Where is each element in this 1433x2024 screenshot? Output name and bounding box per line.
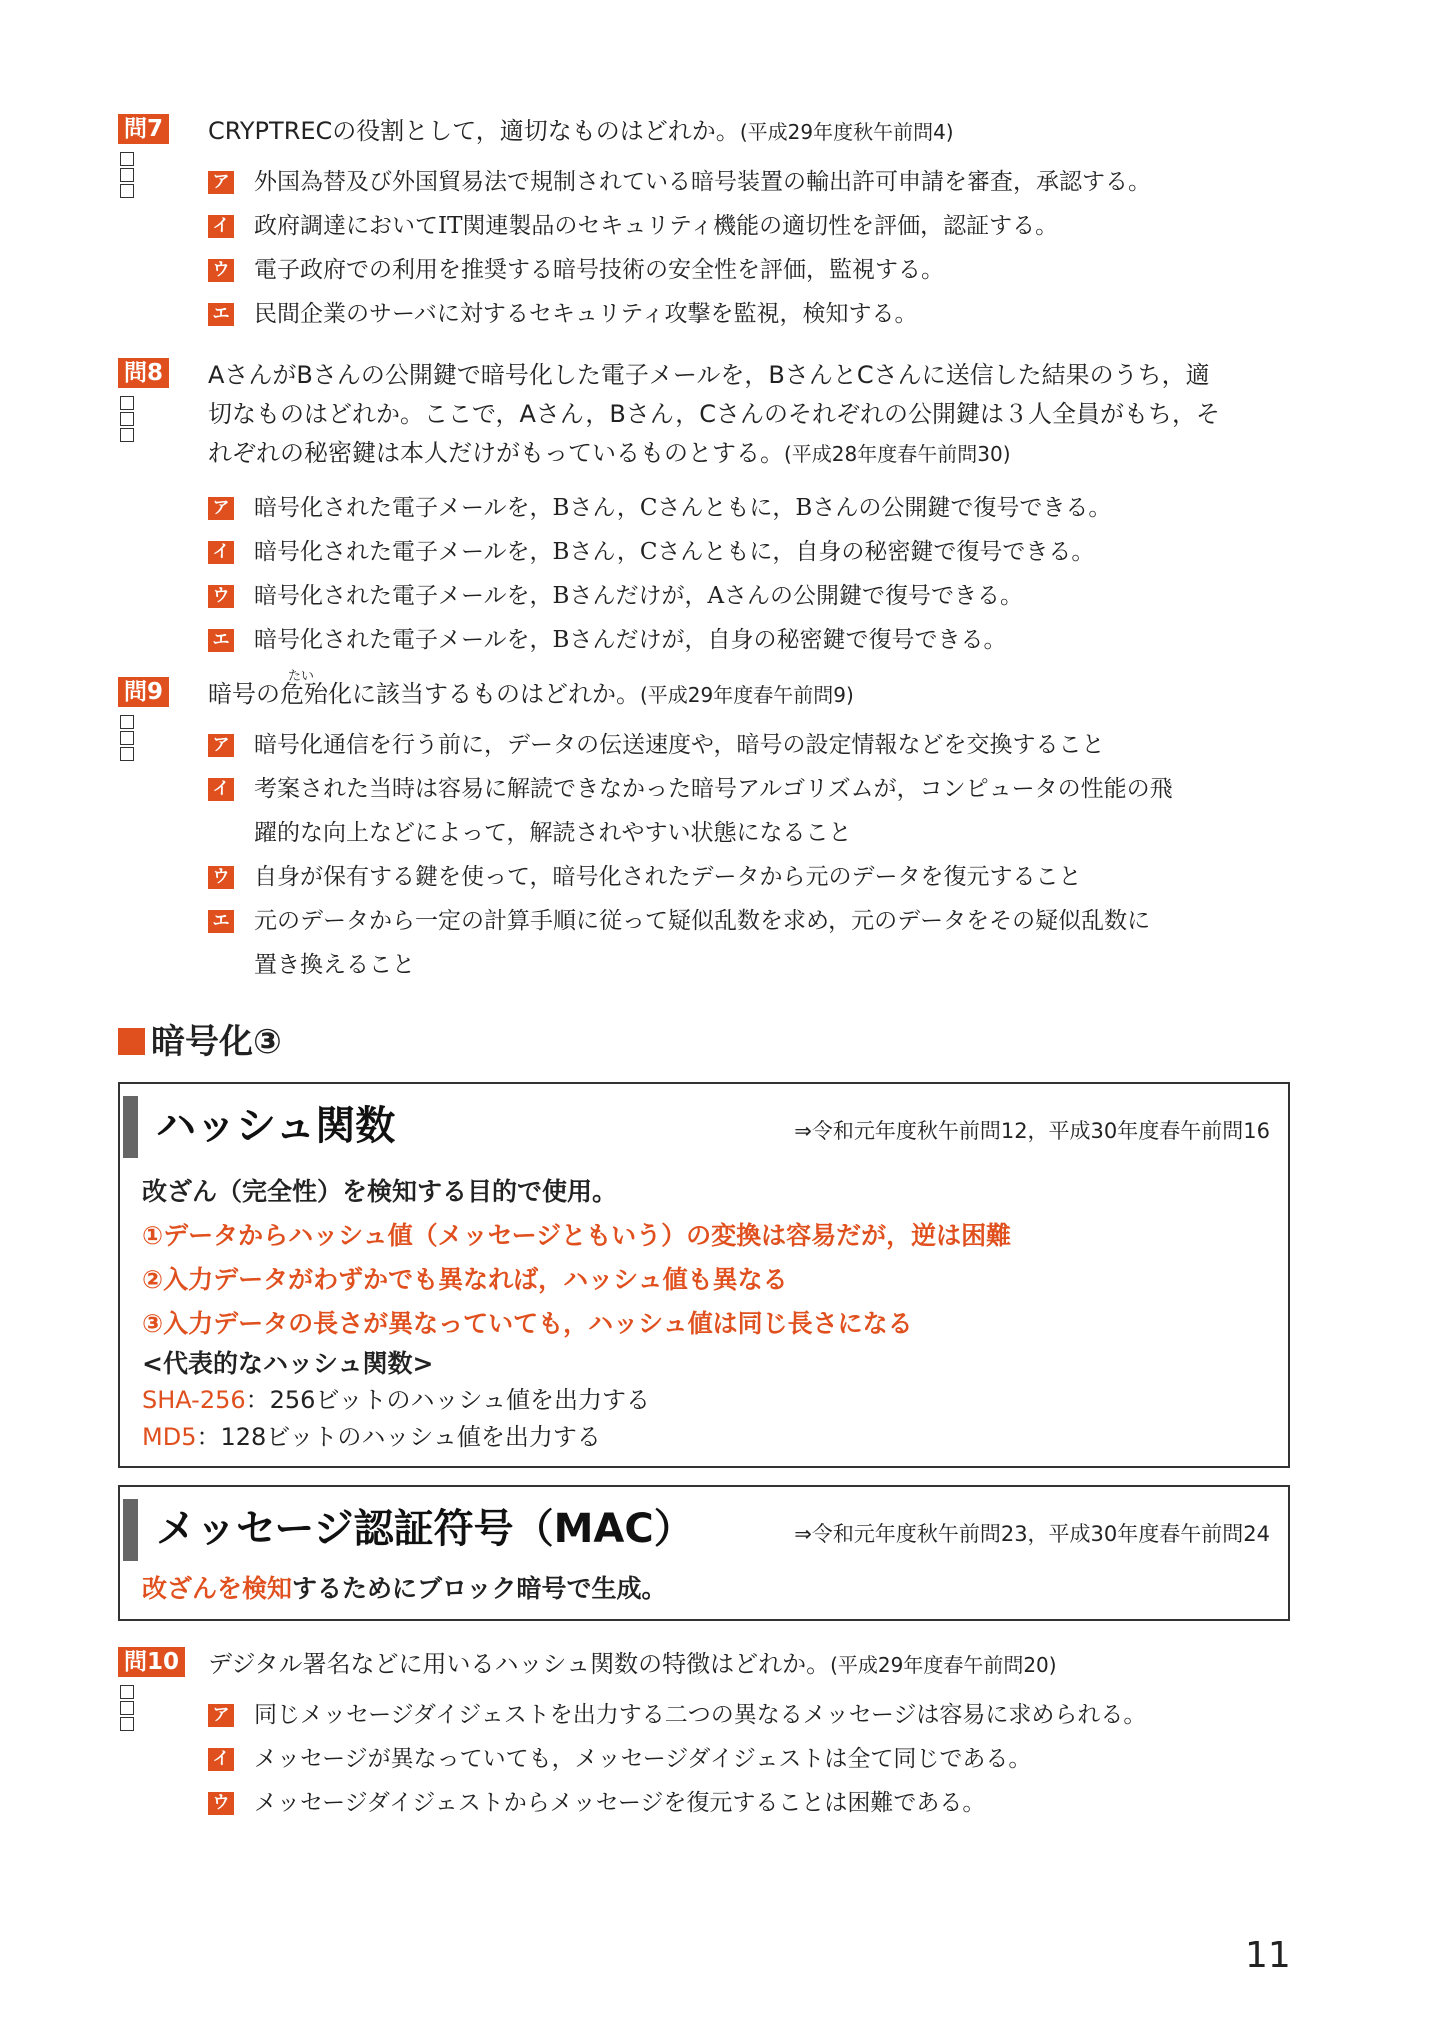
checkbox[interactable] xyxy=(120,1717,134,1731)
choice-item[interactable] xyxy=(208,486,1298,530)
checkbox[interactable] xyxy=(120,731,134,745)
question-text xyxy=(208,356,1298,474)
choice-item[interactable] xyxy=(208,160,1298,204)
choice-item[interactable] xyxy=(208,248,1298,292)
choice-text: 暗号化通信を行う前に，データの伝送速度や，暗号の設定情報などを交換すること xyxy=(254,732,1105,758)
choice-text: 自身が保有する鍵を使って，暗号化されたデータから元のデータを復元すること xyxy=(254,864,1082,890)
question-line: 切なものはどれか。ここで，Aさん，Bさん，Cさんのそれぞれの公開鍵は３人全員がもち，そ xyxy=(208,400,1221,428)
box-body xyxy=(142,1567,667,1611)
checkbox[interactable] xyxy=(120,1685,134,1699)
choice-item[interactable] xyxy=(208,1693,1298,1737)
hash-name: MD5 xyxy=(142,1423,197,1451)
box-reference: ⇒令和元年度秋午前問23，平成30年度春午前問24 xyxy=(794,1522,1270,1546)
question-badge: 問10 xyxy=(118,1647,185,1677)
choice-list xyxy=(208,1693,1298,1825)
point-item: ①データからハッシュ値（メッセージともいう）の変換は容易だが，逆は困難 xyxy=(142,1221,1012,1250)
choice-mark: エ xyxy=(208,910,234,933)
choice-text: 考案された当時は容易に解読できなかった暗号アルゴリズムが，コンピュータの性能の飛 xyxy=(254,776,1173,802)
choice-text: メッセージダイジェストからメッセージを復元することは困難である。 xyxy=(254,1790,986,1816)
point-item: ②入力データがわずかでも異なれば，ハッシュ値も異なる xyxy=(142,1265,788,1294)
choice-item[interactable] xyxy=(208,767,1298,855)
choice-mark: ア xyxy=(208,171,234,194)
choice-mark: イ xyxy=(208,215,234,238)
question-text xyxy=(208,112,1298,152)
choice-item[interactable] xyxy=(208,204,1298,248)
point-item: ③入力データの長さが異なっていても，ハッシュ値は同じ長さになる xyxy=(142,1309,913,1338)
choice-text: 外国為替及び外国貿易法で規制されている暗号装置の輸出許可申請を審査，承認する。 xyxy=(254,169,1151,195)
choice-mark: イ xyxy=(208,778,234,801)
question-9 xyxy=(118,669,1298,987)
choice-item[interactable] xyxy=(208,723,1298,767)
choice-list xyxy=(208,723,1298,987)
question-line: AさんがBさんの公開鍵で暗号化した電子メールを，BさんとCさんに送信した結果のうち，適 xyxy=(208,361,1210,389)
mac-box xyxy=(118,1485,1290,1621)
choice-mark: ウ xyxy=(208,585,234,608)
choice-mark: ウ xyxy=(208,259,234,282)
box-title: メッセージ認証符号（MAC） xyxy=(156,1506,694,1552)
question-text xyxy=(208,1645,1298,1685)
checkbox[interactable] xyxy=(120,168,134,182)
choice-item[interactable] xyxy=(208,530,1298,574)
choice-text: 同じメッセージダイジェストを出力する二つの異なるメッセージは容易に求められる。 xyxy=(254,1702,1147,1728)
choice-text: 暗号化された電子メールを，Bさんだけが，Aさんの公開鍵で復号できる。 xyxy=(254,583,1024,609)
choice-text: 電子政府での利用を推奨する暗号技術の安全性を評価，監視する。 xyxy=(254,257,944,283)
choice-text: 元のデータから一定の計算手順に従って疑似乱数を求め，元のデータをその疑似乱数に xyxy=(254,908,1151,934)
checkboxes xyxy=(120,396,134,444)
box-title: ハッシュ関数 xyxy=(156,1103,396,1149)
choice-item[interactable] xyxy=(208,1737,1298,1781)
question-stem: CRYPTRECの役割として，適切なものはどれか。 xyxy=(208,117,740,145)
page-number: 11 xyxy=(1245,1935,1291,1976)
choice-list xyxy=(208,160,1298,336)
section-title xyxy=(118,1020,282,1064)
choice-mark: イ xyxy=(208,1748,234,1771)
question-source: (平成28年度春午前問30) xyxy=(784,442,1011,466)
choice-text: 暗号化された電子メールを，Bさん，Cさんともに，Bさんの公開鍵で復号できる。 xyxy=(254,495,1112,521)
ruby-reading: たい xyxy=(288,669,315,684)
question-stem: デジタル署名などに用いるハッシュ関数の特徴はどれか。 xyxy=(208,1650,831,1678)
checkbox[interactable] xyxy=(120,184,134,198)
checkbox[interactable] xyxy=(120,715,134,729)
checkbox[interactable] xyxy=(120,428,134,442)
choice-text: 政府調達においてIT関連製品のセキュリティ機能の適切性を評価，認証する。 xyxy=(254,213,1059,239)
hash-item xyxy=(142,1382,1011,1419)
question-source: (平成29年度秋午前問4) xyxy=(739,120,954,144)
title-bar-marker xyxy=(123,1499,138,1561)
checkbox[interactable] xyxy=(120,152,134,166)
choice-mark: イ xyxy=(208,541,234,564)
choice-item[interactable] xyxy=(208,899,1298,987)
hash-name: SHA-256 xyxy=(142,1386,246,1414)
choice-item[interactable] xyxy=(208,292,1298,336)
choice-mark: ア xyxy=(208,1704,234,1727)
checkboxes xyxy=(120,1685,134,1733)
choice-item[interactable] xyxy=(208,574,1298,618)
mac-desc-rest: するためにブロック暗号で生成。 xyxy=(292,1574,667,1603)
title-bar-marker xyxy=(123,1096,138,1158)
mac-description xyxy=(142,1567,667,1611)
question-text xyxy=(208,675,1298,715)
checkboxes xyxy=(120,715,134,763)
choice-mark: エ xyxy=(208,629,234,652)
choice-text: メッセージが異なっていても，メッセージダイジェストは全て同じである。 xyxy=(254,1746,1032,1772)
choice-list xyxy=(208,486,1298,662)
choice-text-cont: 置き換えること xyxy=(254,952,415,978)
choice-item[interactable] xyxy=(208,855,1298,899)
purpose-text: 改ざん（完全性）を検知する目的で使用。 xyxy=(142,1177,618,1206)
box-reference: ⇒令和元年度秋午前問12，平成30年度春午前問16 xyxy=(794,1119,1270,1143)
question-source: (平成29年度春午前問20) xyxy=(830,1653,1057,1677)
section-title-text: 暗号化③ xyxy=(151,1022,282,1062)
choice-mark: ア xyxy=(208,497,234,520)
checkbox[interactable] xyxy=(120,412,134,426)
choice-mark: ア xyxy=(208,734,234,757)
checkbox[interactable] xyxy=(120,396,134,410)
question-10 xyxy=(118,1645,1298,1825)
question-source: (平成29年度春午前問9) xyxy=(640,683,854,707)
choice-text: 暗号化された電子メールを，Bさん，Cさんともに，自身の秘密鍵で復号できる。 xyxy=(254,539,1095,565)
section-square-icon xyxy=(118,1028,145,1055)
rep-heading: <代表的なハッシュ関数> xyxy=(142,1349,434,1378)
question-8 xyxy=(118,356,1298,662)
box-body xyxy=(142,1170,1011,1456)
choice-mark: ウ xyxy=(208,1792,234,1815)
hash-function-box xyxy=(118,1082,1290,1468)
choice-text: 民間企業のサーバに対するセキュリティ攻撃を監視，検知する。 xyxy=(254,301,918,327)
choice-text: 暗号化された電子メールを，Bさんだけが，自身の秘密鍵で復号できる。 xyxy=(254,627,1007,653)
choice-mark: エ xyxy=(208,303,234,326)
question-7 xyxy=(118,112,1298,336)
question-stem: 暗号の危殆化に該当するものはどれか。 xyxy=(208,680,640,708)
checkbox[interactable] xyxy=(120,747,134,761)
hash-item xyxy=(142,1419,1011,1456)
question-line: れぞれの秘密鍵は本人だけがもっているものとする。 xyxy=(208,439,784,467)
choice-item[interactable] xyxy=(208,1781,1298,1825)
hash-desc: ：256ビットのハッシュ値を出力する xyxy=(245,1386,651,1414)
mac-desc-highlight: 改ざんを検知 xyxy=(142,1574,293,1603)
hash-desc: ：128ビットのハッシュ値を出力する xyxy=(196,1423,601,1451)
choice-item[interactable] xyxy=(208,618,1298,662)
question-badge: 問9 xyxy=(118,677,169,707)
question-badge: 問7 xyxy=(118,114,169,144)
question-badge: 問8 xyxy=(118,358,169,388)
checkbox[interactable] xyxy=(120,1701,134,1715)
choice-text-cont: 躍的な向上などによって，解読されやすい状態になること xyxy=(254,820,852,846)
choice-mark: ウ xyxy=(208,866,234,889)
checkboxes xyxy=(120,152,134,200)
